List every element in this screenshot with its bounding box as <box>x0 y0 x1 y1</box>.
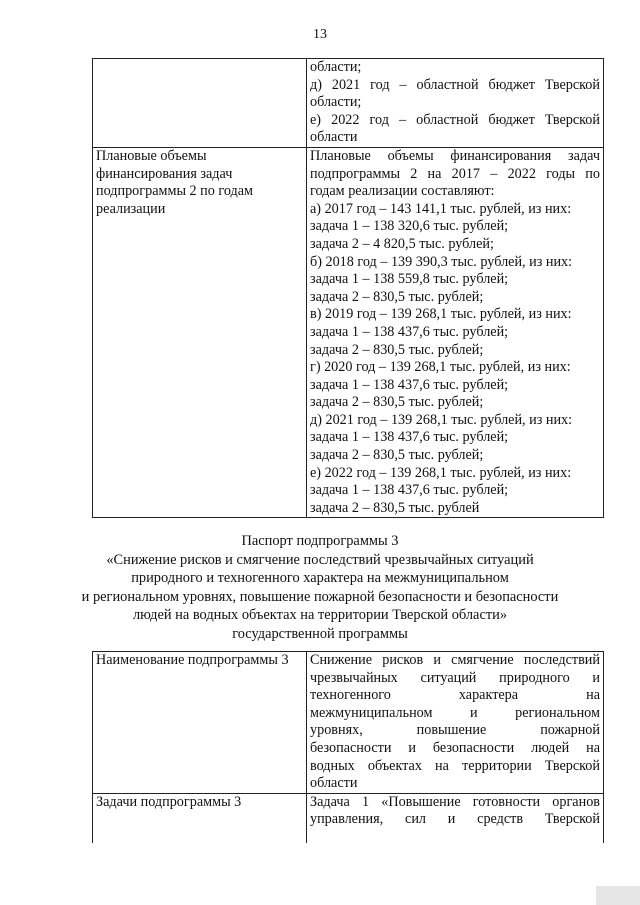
text-line: финансирования задач <box>96 165 233 182</box>
text-line: Плановые объемы финансирования задач <box>310 147 600 164</box>
text-line: области <box>310 129 358 146</box>
text-line: в) 2019 год – 139 268,1 тыс. рублей, из них: <box>310 306 572 323</box>
text-line: области; <box>310 94 362 111</box>
heading-line: и региональном уровнях, повышение пожарной безопасности и безопасности <box>81 588 559 605</box>
text-line: задача 1 – 138 320,6 тыс. рублей; <box>310 218 509 235</box>
table-cell-funding-volumes <box>307 147 604 517</box>
heading-line: государственной программы <box>232 625 408 642</box>
text-line: задача 1 – 138 437,6 тыс. рублей; <box>310 482 509 499</box>
text-line: межмуниципальном и региональном <box>310 704 600 721</box>
text-line: Задачи подпрограммы 3 <box>96 793 242 810</box>
text-line: задача 2 – 830,5 тыс. рублей; <box>310 447 484 464</box>
page-bottom-margin <box>0 843 640 905</box>
text-line: а) 2017 год – 143 141,1 тыс. рублей, из них: <box>310 200 572 217</box>
table-row <box>93 59 604 148</box>
text-line: области <box>310 775 358 792</box>
text-line: задача 2 – 830,5 тыс. рублей; <box>310 288 484 305</box>
text-line: подпрограммы 2 на 2017 – 2022 годы по <box>310 165 600 182</box>
passport-table <box>92 651 604 870</box>
section-heading <box>0 532 640 644</box>
page-number: 13 <box>313 27 327 42</box>
table-cell-subprogram-name <box>307 652 604 794</box>
text-line: Плановые объемы <box>96 147 207 164</box>
text-line: Снижение рисков и смягчение последствий <box>310 652 600 668</box>
heading-line: людей на водных объектах на территории Тверской области» <box>132 607 508 624</box>
funding-table <box>92 58 604 518</box>
table-cell-label <box>93 147 307 517</box>
text-line: подпрограммы 2 по годам <box>96 183 254 200</box>
text-line: е) 2022 год – областной бюджет Тверской <box>310 111 600 128</box>
text-line: техногенного характера на <box>310 687 600 704</box>
text-line: уровнях, повышение пожарной <box>310 722 600 739</box>
text-line: задача 2 – 830,5 тыс. рублей; <box>310 394 484 411</box>
heading-line: «Снижение рисков и смягчение последствий чрезвычайных ситуаций <box>106 551 534 568</box>
text-line: годам реализации составляют: <box>310 183 495 200</box>
heading-line: природного и техногенного характера на межмуниципальном <box>131 570 509 587</box>
text-line: области; <box>310 59 362 75</box>
table-cell-label <box>93 652 307 794</box>
text-line: Наименование подпрограммы 3 <box>96 652 289 668</box>
text-line: безопасности и безопасности людей на <box>310 739 600 756</box>
text-line: д) 2021 год – 139 268,1 тыс. рублей, из них: <box>310 411 573 428</box>
text-line: задача 1 – 138 437,6 тыс. рублей; <box>310 376 509 393</box>
text-line: Задача 1 «Повышение готовности органов <box>310 793 600 810</box>
text-line: реализации <box>96 200 166 217</box>
text-line: б) 2018 год – 139 390,3 тыс. рублей, из них: <box>310 253 573 270</box>
text-line: задача 1 – 138 437,6 тыс. рублей; <box>310 323 509 340</box>
text-line: задача 2 – 4 820,5 тыс. рублей; <box>310 235 494 252</box>
text-line: водных объектах на территории Тверской <box>310 757 600 774</box>
scan-corner-mark <box>596 886 640 905</box>
table-row <box>93 147 604 517</box>
text-line: задача 1 – 138 559,8 тыс. рублей; <box>310 271 509 288</box>
heading-line: Паспорт подпрограммы 3 <box>241 533 399 549</box>
text-line: д) 2021 год – областной бюджет Тверской <box>310 76 600 93</box>
text-line: управления, сил и средств Тверской <box>310 811 600 828</box>
text-line: чрезвычайных ситуаций природного и <box>310 669 600 686</box>
text-line: задача 2 – 830,5 тыс. рублей; <box>310 341 484 358</box>
table-cell-empty <box>93 59 307 148</box>
table-row <box>93 652 604 794</box>
text-line: задача 1 – 138 437,6 тыс. рублей; <box>310 429 509 446</box>
text-line: г) 2020 год – 139 268,1 тыс. рублей, из них: <box>310 359 571 376</box>
text-line: е) 2022 год – 139 268,1 тыс. рублей, из них: <box>310 464 572 481</box>
text-line: задача 2 – 830,5 тыс. рублей <box>310 499 480 516</box>
table-cell-funding-sources <box>307 59 604 148</box>
